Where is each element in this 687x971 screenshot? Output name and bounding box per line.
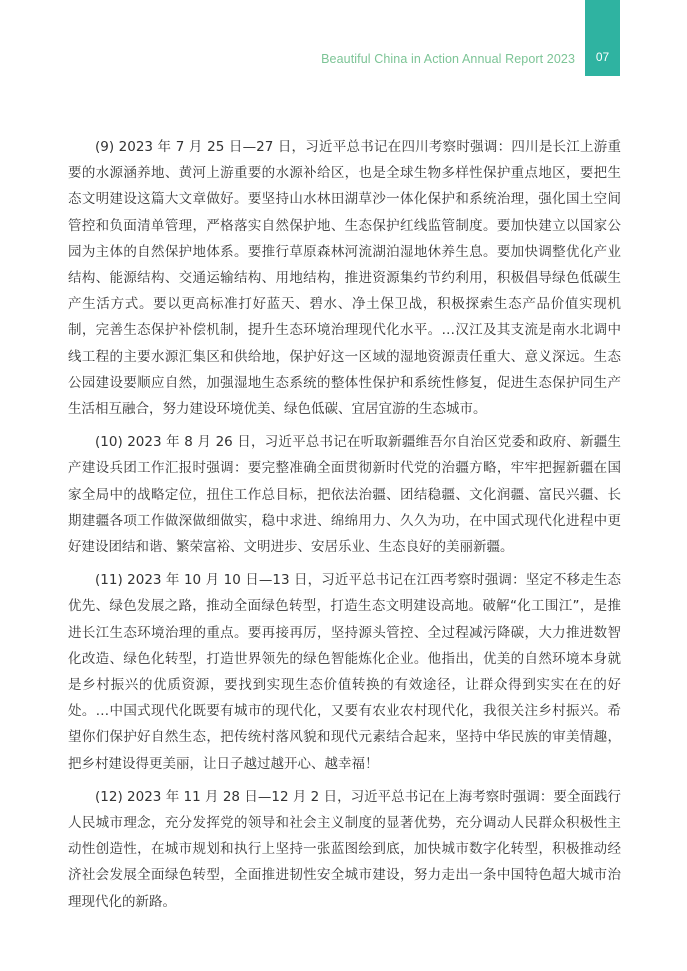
page-number: 07 — [595, 50, 610, 64]
paragraph-shanghai: (12) 2023 年 11 月 28 日—12 月 2 日，习近平总书记在上海考察时强调：要全面践行人民城市理念，充分发挥党的领导和社会主义制度的显著优势，充分调动人民群众积极性主动性创造性，在城市规划和执行上坚持一张蓝图绘到底，加快城市数字化转型，积极推动经济社会发展全面绿色转型，全面推进韧性安全城市建设，努力走出一条中国特色超大城市治理现代化的新路。 — [68, 788, 621, 910]
paragraph-xinjiang: (10) 2023 年 8 月 26 日，习近平总书记在听取新疆维吾尔自治区党委和政府、新疆生产建设兵团工作汇报时强调：要完整准确全面贯彻新时代党的治疆方略，牢牢把握新疆在国家全局中的战略定位，扭住工作总目标，把依法治疆、团结稳疆、文化润疆、富民兴疆、长期建疆各项工作做深做细做实，稳中求进、绵绵用力、久久为功，在中国式现代化进程中更好建设团结和谐、繁荣富裕、文明进步、安居乐业、生态良好的美丽新疆。 — [68, 434, 621, 556]
page-number-tab — [585, 0, 620, 76]
paragraph-jiangxi: (11) 2023 年 10 月 10 日—13 日，习近平总书记在江西考察时强调：坚定不移走生态优先、绿色发展之路，推动全面绿色转型，打造生态文明建设高地。破解“化工围江”，是推进长江生态环境治理的重点。要再接再厉，坚持源头管控、全过程减污降碳，大力推进数智化改造、绿色化转型，打造世界领先的绿色智能炼化企业。他指出，优美的自然环境本身就是乡村振兴的优质资源，要找到实现生态价值转换的有效途径，让群众得到实实在在的好处。…中国式现代化既要有城市的现代化，又要有农业农村现代化，我很关注乡村振兴。希望你们保护好自然生态，把传统村落风貌和现代元素结合起来，坚持中华民族的审美情趣，把乡村建设得更美丽，让日子越过越开心、越幸福！ — [68, 572, 621, 772]
document-body — [68, 134, 621, 922]
paragraph-sichuan: (9) 2023 年 7 月 25 日—27 日，习近平总书记在四川考察时强调：四川是长江上游重要的水源涵养地、黄河上游重要的水源补给区，也是全球生物多样性保护重点地区，要把生态文明建设这篇大文章做好。要坚持山水林田湖草沙一体化保护和系统治理，强化国土空间管控和负面清单管理，严格落实自然保护地、生态保护红线监管制度。要加快建立以国家公园为主体的自然保护地体系。要推行草原森林河流湖泊湿地休养生息。要加快调整优化产业结构、能源结构、交通运输结构、用地结构，推进资源集约节约利用，积极倡导绿色低碳生产生活方式。要以更高标准打好蓝天、碧水、净土保卫战，积极探索生态产品价值实现机制，完善生态保护补偿机制，提升生态环境治理现代化水平。…汉江及其支流是南水北调中线工程的主要水源汇集区和供给地，保护好这一区域的湿地资源责任重大、意义深远。生态公园建设要顺应自然，加强湿地生态系统的整体性保护和系统性修复，促进生态保护同生产生活相互融合，努力建设环境优美、绿色低碳、宜居宜游的生态城市。 — [68, 139, 621, 418]
report-header-title: Beautiful China in Action Annual Report 2023 — [321, 52, 575, 66]
